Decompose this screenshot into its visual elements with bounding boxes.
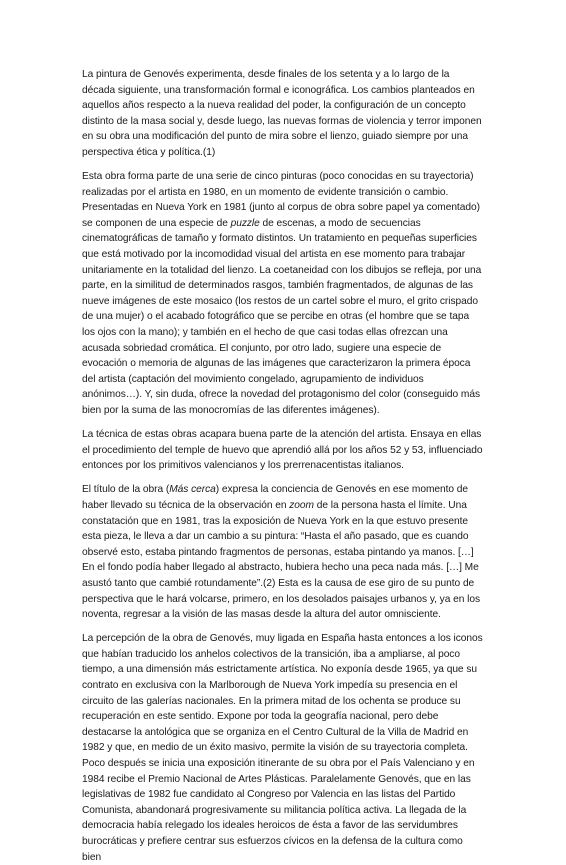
- text-run: Esta obra forma parte de una serie de cinco pinturas (poco conocidas en su trayectoria) realizadas por el artista en 1980, en un momento de evidente transición o cambio. Presentadas en Nueva York en 1981 (junto al corpus de obra sobre papel ya comentado) se componen de una especie de: [82, 171, 480, 229]
- paragraph-3: [82, 427, 484, 474]
- text-run: de escenas, a modo de secuencias cinematográficas de tamaño y formato distintos. Un tratamiento en pequeñas superficies que está motivado por la incomodidad visual del artista en ese momento para trabajar unitariamente en la totalidad del lienzo. La coetaneidad con los dibujos se refleja, por una parte, en la similitud de determinados rasgos, también fragmentados, de algunas de las nueve imágenes de este mosaico (los restos de un cartel sobre el muro, el grito crispado de una mujer) o el acabado fotográfico que se percibe en otras (el hombre que se tapa los ojos con la mano); y también en el hecho de que casi todas ellas ofrezcan una acusada sobriedad cromática. El conjunto, por otro lado, sugiere una especie de evocación o memoria de algunas de las imágenes que caracterizaron la primera época del artista (captación del movimiento congelado, agrupamiento de individuos anónimos…). Y, sin duda, ofrece la novedad del protagonismo del color (conseguido más bien por la suma de las monocromías de las diferentes imágenes).: [82, 217, 482, 416]
- paragraph-2: [82, 169, 484, 419]
- text-run: La percepción de la obra de Genovés, muy ligada en España hasta entonces a los iconos que habían traducido los anhelos colectivos de la transición, iba a ampliarse, al poco tiempo, a una dimensión más estrictamente artística. No exponía desde 1965, ya que su contrato en exclusiva con la Marlborough de Nueva York impedía su presencia en el circuito de las galerías nacionales. En la primera mitad de los ochenta se produce su recuperación en este sentido. Expone por toda la geografía nacional, pero debe destacarse la antológica que se organiza en el Centro Cultural de la Villa de Madrid en 1982 y que, en medio de un éxito masivo, permite la visión de su trayectoria completa. Poco después se inicia una exposición itinerante de su obra por el País Valenciano y en 1984 recibe el Premio Nacional de Artes Plásticas. Paralelamente Genovés, que en las legislativas de 1982 fue candidato al Congreso por Valencia en las listas del Partido Comunista, abandonará progresivamente su militancia política activa. La llegada de la democracia había relegado los ideales heroicos de ésta a favor de las servidumbres burocráticas y prefiere centrar sus esfuerzos cívicos en la defensa de la cultura como bien: [82, 633, 483, 863]
- paragraph-5: [82, 631, 484, 865]
- text-run: La técnica de estas obras acapara buena parte de la atención del artista. Ensaya en ellas el procedimiento del temple de huevo que aprendió allá por los años 52 y 53, influenciado entonces por los primitivos valencianos y los prerrenacentistas italianos.: [82, 429, 483, 472]
- text-run: ) expresa la conciencia de Genovés en ese momento de haber llevado su técnica de la observación en: [82, 484, 469, 511]
- italic-text: Más cerca: [169, 484, 216, 496]
- italic-text: puzzle: [230, 217, 260, 229]
- text-run: La pintura de Genovés experimenta, desde finales de los setenta y a lo largo de la década siguiente, una transformación formal e iconográfica. Los cambios planteados en aquellos años respecto a la nueva realidad del poder, la configuración de un concepto distinto de la masa social y, desde luego, las nuevas formas de violencia y terror imponen en su obra una modificación del punto de mira sobre el lienzo, guiado siempre por una perspectiva ética y política.(1): [82, 69, 482, 158]
- paragraph-1: [82, 67, 484, 161]
- italic-text: zoom: [289, 499, 314, 511]
- text-run: de la persona hasta el límite. Una constatación que en 1981, tras la exposición de Nueva York en la que estuvo presente esta pieza, le lleva a dar un cambio a su pintura: “Hasta el año pasado, que es cuando observé esto, estaba pintando fragmentos de personas, estaba pintando ya manos. […] En el fondo podía haber llegado al abstracto, hubiera hecho una peca nada más. […] Me asustó tanto que cambié rotundamente”.(2) Esta es la causa de ese giro de su punto de perspectiva que le hará volcarse, primero, en los desolados paisajes urbanos y, ya en los noventa, regresar a la visión de las masas desde la altura del autor omnisciente.: [82, 499, 480, 621]
- paragraph-4: [82, 482, 484, 622]
- text-run: El título de la obra (: [82, 484, 170, 496]
